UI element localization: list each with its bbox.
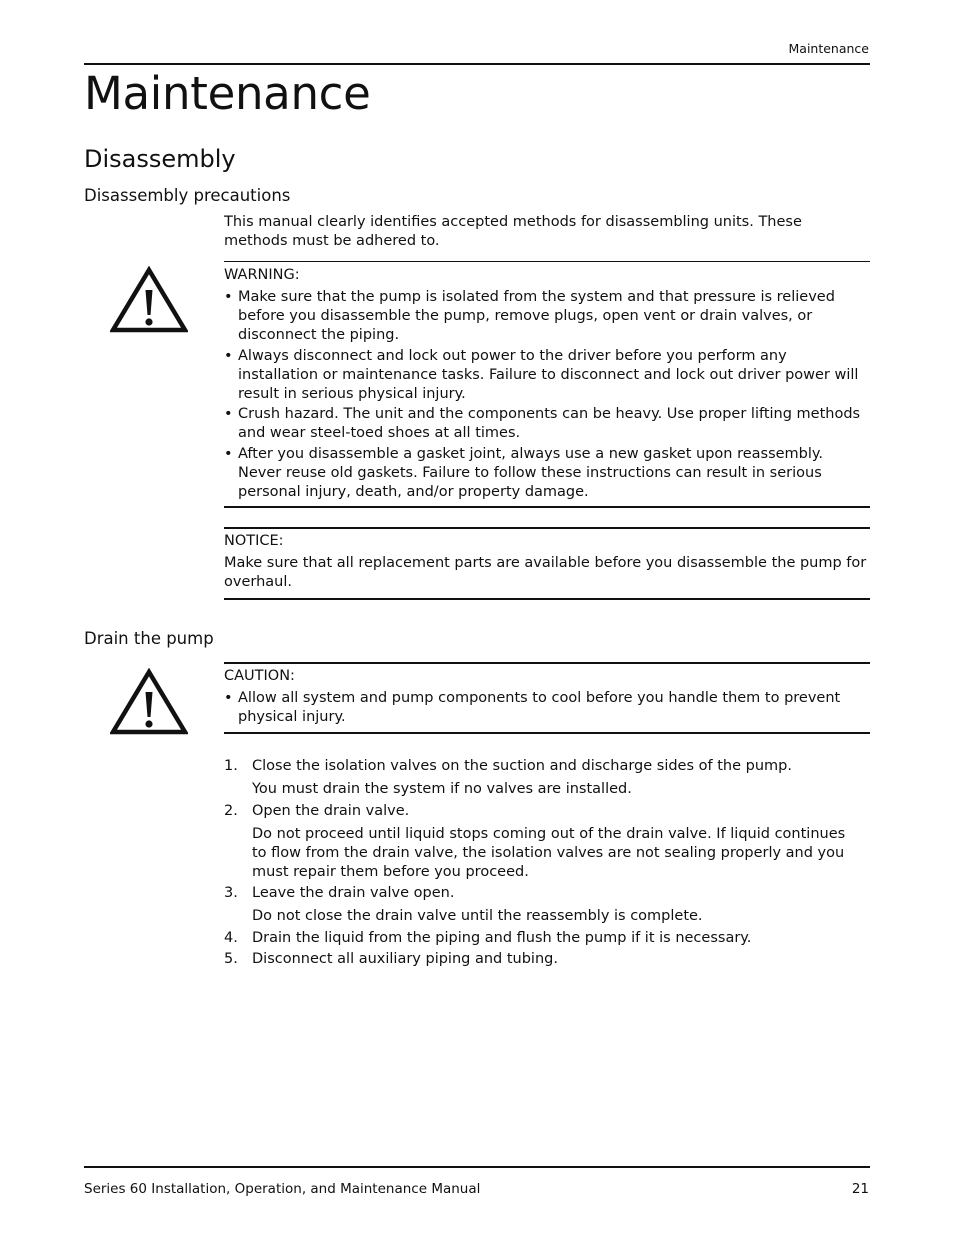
list-item: • After you disassemble a gasket joint, always use a new gasket upon reassembly. Never reuse old gaskets. Failure to follow these instructions can result in serious personal injury, death, and/or property damage. xyxy=(224,445,870,502)
step-text: Leave the drain valve open. xyxy=(252,885,455,901)
subsection-heading-drain: Drain the pump xyxy=(84,629,214,648)
notice-label: NOTICE: xyxy=(224,533,284,549)
page-title: Maintenance xyxy=(84,67,371,120)
procedure-steps xyxy=(224,757,864,972)
footer-manual-title: Series 60 Installation, Operation, and Maintenance Manual xyxy=(84,1181,481,1197)
running-header: Maintenance xyxy=(788,41,869,56)
warning-triangle-icon xyxy=(110,266,188,334)
step-item xyxy=(224,950,864,969)
notice-box xyxy=(224,527,870,600)
step-number: 1. xyxy=(224,758,238,774)
step-number: 5. xyxy=(224,951,238,967)
section-heading: Disassembly xyxy=(84,145,236,173)
step-item xyxy=(224,884,864,926)
step-note: Do not close the drain valve until the reassembly is complete. xyxy=(252,908,703,924)
step-item xyxy=(224,802,864,882)
caution-box xyxy=(224,662,870,734)
step-note: Do not proceed until liquid stops coming out of the drain valve. If liquid continues to flow from the drain valve, the isolation valves are not sealing properly and you must repair them before you proceed. xyxy=(252,825,846,880)
notice-text: Make sure that all replacement parts are available before you disassemble the pump for overhaul. xyxy=(224,555,867,590)
step-number: 3. xyxy=(224,885,238,901)
step-text: Disconnect all auxiliary piping and tubing. xyxy=(252,951,558,967)
list-item: • Allow all system and pump components to cool before you handle them to prevent physical injury. xyxy=(224,689,870,727)
list-item: • Always disconnect and lock out power to the driver before you perform any installation or maintenance tasks. Failure to disconnect and lock out driver power will result in serious physical injury. xyxy=(224,347,870,404)
step-text: Close the isolation valves on the suction and discharge sides of the pump. xyxy=(252,758,792,774)
step-item xyxy=(224,929,864,948)
list-item: • Crush hazard. The unit and the components can be heavy. Use proper lifting methods and wear steel-toed shoes at all times. xyxy=(224,405,870,443)
caution-triangle-icon xyxy=(110,668,188,736)
intro-paragraph: This manual clearly identifies accepted methods for disassembling units. These methods must be adhered to. xyxy=(224,214,802,249)
warning-box xyxy=(224,261,870,508)
step-text: Open the drain valve. xyxy=(252,802,410,819)
list-item: • Make sure that the pump is isolated from the system and that pressure is relieved before you disassemble the pump, remove plugs, open vent or drain valves, or disconnect the piping. xyxy=(224,288,870,345)
step-number: 4. xyxy=(224,929,238,946)
subsection-heading-precautions: Disassembly precautions xyxy=(84,186,291,205)
caution-list xyxy=(224,689,870,727)
footer-page-number: 21 xyxy=(851,1181,869,1197)
step-note: You must drain the system if no valves are installed. xyxy=(252,781,632,797)
step-number: 2. xyxy=(224,802,238,819)
warning-list xyxy=(224,288,870,502)
caution-label: CAUTION: xyxy=(224,668,295,684)
warning-label: WARNING: xyxy=(224,267,300,283)
footer-rule xyxy=(84,1166,870,1168)
header-rule xyxy=(84,63,870,65)
step-item xyxy=(224,757,864,799)
step-text: Drain the liquid from the piping and flush the pump if it is necessary. xyxy=(252,929,752,946)
